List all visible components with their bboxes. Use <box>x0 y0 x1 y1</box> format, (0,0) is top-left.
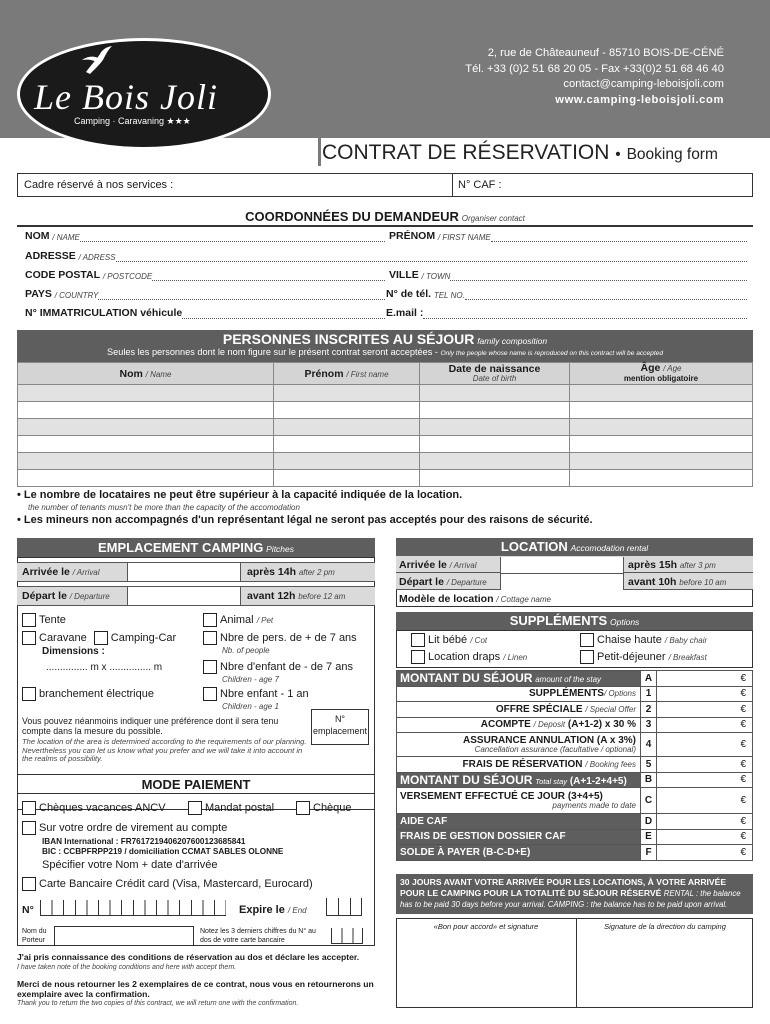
col-date-en: Date of birth <box>472 373 517 383</box>
col-date <box>420 363 570 385</box>
frais-en: / Booking fees <box>585 759 636 769</box>
table-row[interactable] <box>18 419 753 436</box>
moins1-label: Nbre enfant - 1 an <box>220 687 309 700</box>
bird-icon <box>78 44 118 80</box>
location-heading-fr: LOCATION <box>500 539 568 554</box>
lit-label: Lit bébé <box>428 633 468 646</box>
persons-note <box>17 347 753 357</box>
assurance-fr: ASSURANCE ANNULATION (A x 3%) <box>463 734 636 746</box>
persons-heading-fr: PERSONNES INSCRITES AU SÉJOUR <box>222 331 475 347</box>
col-prenom <box>274 363 420 385</box>
persons-table <box>17 362 753 487</box>
ville-line <box>450 272 747 281</box>
ancv-checkbox[interactable] <box>22 801 36 815</box>
return-note: Merci de nous retourner les 2 exemplaires de ce contrat, nous vous en retournerons un exemplaire avec la confirmation. <box>17 979 374 999</box>
location-arrival-label <box>399 559 476 571</box>
services-label: Cadre réservé à nos services : <box>24 179 174 191</box>
location-model-label[interactable] <box>399 593 551 605</box>
moins7-label: Nbre d'enfant de - de 7 ans <box>220 660 353 673</box>
caf-label: N° CAF : <box>458 179 502 191</box>
logo-name: Le Bois Joli <box>34 77 218 117</box>
return-note-en: Thank you to return the two copies of this contract, we will return one with the confirmation. <box>17 1000 299 1007</box>
row-offre <box>397 702 753 718</box>
bic: BIC : CCBPFRPP219 / domiciliation CCMAT SABLES OLONNE <box>42 847 284 856</box>
amount-1[interactable] <box>657 686 753 702</box>
field-adresse[interactable] <box>25 250 747 262</box>
title-en: Booking form <box>626 146 718 163</box>
arr-time-en: after 2 pm <box>298 568 335 577</box>
persons-heading <box>17 331 753 347</box>
logo-subtitle: Camping · Caravaning ★★★ <box>74 116 191 126</box>
expiry-input[interactable] <box>326 898 362 916</box>
location-departure-label <box>399 576 487 588</box>
animal-checkbox[interactable] <box>203 613 217 627</box>
field-ville[interactable] <box>389 269 747 281</box>
row-montant <box>397 671 753 687</box>
row-gestion <box>397 829 753 845</box>
versement-fr: VERSEMENT EFFECTUÉ CE JOUR <box>400 790 566 802</box>
amount-f[interactable] <box>657 845 753 861</box>
dimensions-input[interactable]: ............... m x ............... m <box>46 662 163 673</box>
amount-4[interactable] <box>657 733 753 757</box>
balance-note-en: RENTAL : the balance has to be paid 30 days before your arrival. CAMPING : the balance has to be paid upon arrival. <box>400 889 741 909</box>
offre-fr: OFFRE SPÉCIALE <box>495 703 583 715</box>
persons-heading-en: family composition <box>477 336 548 346</box>
plus7-checkbox[interactable] <box>203 631 217 645</box>
row-versement <box>397 788 753 814</box>
acompte-en: / Deposit <box>533 720 566 730</box>
caravane-label: Caravane <box>39 631 87 644</box>
balance-note-fr: 30 JOURS AVANT VOTRE ARRIVÉE POUR LES LOCATIONS, À VOTRE ARRIVÉE POUR LE CAMPING POUR LA TOTALITÉ DU SÉJOUR RÉSERVÉ <box>400 877 727 898</box>
chaise-en: / Baby chair <box>664 635 708 645</box>
label-cp-en: / POSTCODE <box>102 272 153 281</box>
loc-arr-en: / Arrival <box>449 561 477 570</box>
code-b: B <box>641 772 657 788</box>
euro-sign: € <box>740 739 746 750</box>
mandat-checkbox[interactable] <box>188 801 202 815</box>
adresse-line <box>116 253 747 262</box>
euro-sign: € <box>740 703 746 715</box>
campingcar-checkbox[interactable] <box>94 631 108 645</box>
field-prenom[interactable] <box>389 230 747 242</box>
specify-note: Spécifier votre Nom + date d'arrivée <box>42 859 218 871</box>
animal-en: / Pet <box>256 615 274 625</box>
card-number-input[interactable] <box>40 900 226 916</box>
field-pays[interactable] <box>25 288 385 300</box>
label-nom-en: / NAME <box>52 233 80 242</box>
virement-label: Sur votre ordre de virement au compte <box>39 821 228 834</box>
label-immat: N° IMMATRICULATION véhicule <box>25 307 183 319</box>
location-departure-time <box>628 576 726 588</box>
lit-checkbox[interactable] <box>411 633 425 647</box>
amount-d[interactable] <box>657 814 753 830</box>
cardholder-input[interactable] <box>54 926 194 945</box>
location-arrival-time <box>628 559 716 571</box>
label-nom: NOM <box>25 230 50 242</box>
tente-checkbox[interactable] <box>22 613 36 627</box>
nom-line <box>80 233 385 242</box>
dep-time-fr: avant 12h <box>247 590 296 602</box>
check-ancv[interactable] <box>22 801 166 815</box>
divider <box>17 225 753 227</box>
check-moins7[interactable] <box>203 660 353 674</box>
total-label <box>397 772 641 788</box>
code-5: 5 <box>641 757 657 773</box>
check-branchement[interactable] <box>22 687 154 701</box>
check-petitdej[interactable] <box>580 650 707 664</box>
euro-sign: € <box>740 774 746 786</box>
applicant-heading <box>17 209 753 224</box>
check-moins1[interactable] <box>203 687 309 701</box>
col-nom <box>18 363 274 385</box>
code-4: 4 <box>641 733 657 757</box>
acompte-fr: ACOMPTE <box>480 719 531 731</box>
check-cheque[interactable] <box>296 801 352 815</box>
chaise-checkbox[interactable] <box>580 633 594 647</box>
euro-sign: € <box>740 758 746 770</box>
assurance-label <box>397 733 641 757</box>
check-caravane[interactable] <box>22 631 176 645</box>
contact-block <box>465 46 724 108</box>
cardholder-label: Nom du Porteur <box>22 928 47 944</box>
label-adresse-en: / ADRESS <box>78 253 116 262</box>
label-tel: N° de tél. <box>386 288 432 300</box>
acompte-label <box>397 717 641 733</box>
table-row[interactable] <box>18 385 753 402</box>
amount-2[interactable] <box>657 702 753 718</box>
versement-calc: (3+4+5) <box>567 790 603 802</box>
code-1: 1 <box>641 686 657 702</box>
euro-sign: € <box>740 846 746 858</box>
chaise-label: Chaise haute <box>597 633 662 646</box>
card-no-label: N° <box>22 904 34 916</box>
plus7-label: Nbre de pers. de + de 7 ans <box>220 631 357 644</box>
acknowledgement-en: I have taken note of the booking conditions and here with accept them. <box>17 964 237 971</box>
amounts-table <box>396 670 753 861</box>
col-nom-en: / Name <box>145 369 172 379</box>
expire-fr: Expire le <box>239 904 285 916</box>
supp-label <box>397 686 641 702</box>
email-line <box>423 310 747 319</box>
arr-fr: Arrivée le <box>22 566 70 578</box>
label-prenom-en: / FIRST NAME <box>437 233 491 242</box>
loc-arr-fr: Arrivée le <box>399 559 447 571</box>
arr-en: / Arrival <box>72 568 100 577</box>
supp-fr: SUPPLÉMENTS <box>528 688 604 700</box>
row-montant-total <box>397 772 753 788</box>
label-ville-en: / TOWN <box>421 272 451 281</box>
mandat-label: Mandat postal <box>205 801 275 814</box>
col-age-note: mention obligatoire <box>623 374 699 383</box>
signature-divider <box>576 918 577 1008</box>
preference-note: Vous pouvez néanmoins indiquer une préférence dont il sera tenu compte dans la mesure du possible. <box>22 716 279 736</box>
page-title <box>322 141 718 165</box>
col-prenom-en: / First name <box>346 369 389 379</box>
check-plus7[interactable] <box>203 631 357 645</box>
camping-departure-time <box>247 590 345 602</box>
petitdej-label: Petit-déjeuner <box>597 650 666 663</box>
divider <box>500 573 624 574</box>
supplements-heading-en: Options <box>610 617 640 627</box>
camping-arrival-input[interactable] <box>127 563 241 581</box>
petitdej-checkbox[interactable] <box>580 650 594 664</box>
petitdej-en: / Breakfast <box>668 652 707 662</box>
supp-en: / Options <box>603 689 636 699</box>
table-row[interactable] <box>18 402 753 419</box>
ancv-label: Chèques vacances ANCV <box>39 801 166 814</box>
euro-sign: € <box>740 672 746 684</box>
total-calc: (A+1-2+4+5) <box>569 775 627 787</box>
total-fr: MONTANT DU SÉJOUR <box>400 772 533 787</box>
dep-fr: Départ le <box>22 590 67 602</box>
tel-line <box>465 291 747 300</box>
euro-sign: € <box>740 795 746 806</box>
col-nom-fr: Nom <box>119 367 143 380</box>
camping-heading-en: Pitches <box>266 544 295 554</box>
table-row[interactable] <box>18 453 753 470</box>
cp-line <box>152 272 385 281</box>
balance-note <box>396 874 753 914</box>
persons-header-row <box>18 363 753 385</box>
loc-dep-en: / Departure <box>446 578 487 587</box>
location-heading <box>396 538 753 556</box>
row-frais <box>397 757 753 773</box>
camping-departure-label <box>22 590 110 602</box>
cheque-label: Chèque <box>313 801 352 814</box>
camping-heading-fr: EMPLACEMENT CAMPING <box>97 540 264 555</box>
cheque-checkbox[interactable] <box>296 801 310 815</box>
col-age <box>570 363 753 385</box>
row-assurance <box>397 733 753 757</box>
title-bullet: • <box>615 146 621 163</box>
col-age-fr: Âge <box>640 362 661 374</box>
title-fr: CONTRAT DE RÉSERVATION <box>322 141 610 164</box>
label-pays-en: / COUNTRY <box>54 291 99 300</box>
rule-minors: • Les mineurs non accompagnés d'un représentant légal ne seront pas acceptés pour des raisons de sécurité. <box>17 514 593 526</box>
rule-capacity: • Le nombre de locataires ne peut être supérieur à la capacité indiquée de la location. <box>17 489 463 501</box>
website-link[interactable]: www.camping-leboisjoli.com <box>555 93 724 106</box>
prenom-line <box>491 233 747 242</box>
loc-arr-time: après 15h <box>628 559 678 571</box>
euro-sign: € <box>740 815 746 827</box>
loc-model-en: / Cottage name <box>496 595 551 604</box>
offre-en: / Special Offer <box>585 704 636 714</box>
amount-3[interactable] <box>657 717 753 733</box>
moins1-checkbox[interactable] <box>203 687 217 701</box>
amount-a[interactable] <box>657 671 753 687</box>
check-lit[interactable] <box>411 633 487 647</box>
check-virement[interactable] <box>22 821 227 835</box>
cvv-note: Notez les 3 derniers chiffres du N° au dos de votre carte bancaire <box>200 928 316 944</box>
caravane-checkbox[interactable] <box>22 631 36 645</box>
expire-en: / End <box>287 906 307 915</box>
phone: Tél. +33 (0)2 51 68 20 05 - Fax +33(0)2 51 68 46 40 <box>465 62 724 75</box>
tente-label: Tente <box>39 613 66 626</box>
versement-en: payments made to date <box>552 800 636 810</box>
iban: IBAN International : FR7617219406207600123685841 <box>42 837 246 846</box>
check-carte[interactable] <box>22 877 313 891</box>
moins1-en: Children - age 1 <box>222 702 279 711</box>
dep-time-en: before 12 am <box>298 592 346 601</box>
direction-signature: Signature de la direction du camping <box>604 922 726 931</box>
code-e: E <box>641 829 657 845</box>
label-prenom: PRÉNOM <box>389 230 436 242</box>
signature-box <box>396 918 753 1008</box>
row-acompte <box>397 717 753 733</box>
label-adresse: ADRESSE <box>25 250 76 262</box>
amount-e[interactable] <box>657 829 753 845</box>
loc-model-fr: Modèle de location <box>399 593 494 605</box>
row-supplements <box>397 686 753 702</box>
client-signature[interactable]: «Bon pour accord» et signature <box>433 922 539 931</box>
draps-checkbox[interactable] <box>411 650 425 664</box>
animal-label: Animal <box>220 613 254 626</box>
camping-departure-input[interactable] <box>127 587 241 605</box>
emplacement-box[interactable] <box>311 709 369 745</box>
code-2: 2 <box>641 702 657 718</box>
col-age-en: / Age <box>663 364 682 373</box>
draps-en: / Linen <box>503 652 528 662</box>
euro-sign: € <box>740 831 746 843</box>
pays-line <box>98 291 385 300</box>
field-immat[interactable] <box>25 307 385 319</box>
immat-line <box>182 310 385 319</box>
location-heading-en: Accomodation rental <box>570 543 649 553</box>
total-en: Total stay <box>535 776 568 786</box>
camping-arrival-time <box>247 566 335 578</box>
supplements-heading-fr: SUPPLÉMENTS <box>509 613 608 628</box>
dep-en: / Departure <box>69 592 110 601</box>
assurance-en: Cancellation assurance (facultative / optional) <box>474 744 636 754</box>
persons-note-en: Only the people whose name is reproduced on this contract will be accepted <box>440 350 663 357</box>
check-chaise[interactable] <box>580 633 707 647</box>
address: 2, rue de Châteauneuf - 85710 BOIS-DE-CÉNÉ <box>487 47 724 59</box>
col-prenom-fr: Prénom <box>304 367 344 380</box>
aide-label: AIDE CAF <box>397 814 641 830</box>
campingcar-label: Camping-Car <box>110 631 177 644</box>
check-draps[interactable] <box>411 650 527 664</box>
carte-label: Carte Bancaire Crédit card (Visa, Mastercard, Eurocard) <box>39 877 313 890</box>
amount-c[interactable] <box>657 788 753 814</box>
branchement-label: branchement électrique <box>39 687 154 700</box>
field-tel[interactable] <box>386 288 747 300</box>
rule-capacity-en: the number of tenants musn't be more than the capacity of the accomodation <box>28 503 300 512</box>
field-nom[interactable] <box>25 230 385 242</box>
plus7-en: Nb. of people <box>222 646 270 655</box>
frais-label <box>397 757 641 773</box>
carte-checkbox[interactable] <box>22 877 36 891</box>
code-a: A <box>641 671 657 687</box>
check-mandat[interactable] <box>188 801 274 815</box>
montant-fr: MONTANT DU SÉJOUR <box>400 671 533 686</box>
loc-dep-fr: Départ le <box>399 576 444 588</box>
lit-en: / Cot <box>470 635 488 645</box>
applicant-heading-en: Organiser contact <box>461 214 525 223</box>
versement-label <box>397 788 641 814</box>
euro-sign: € <box>740 688 746 700</box>
arr-time-fr: après 14h <box>247 566 297 578</box>
dimensions-label: Dimensions : <box>42 646 105 657</box>
solde-label: SOLDE À PAYER (B-C-D+E) <box>397 845 641 861</box>
row-aide <box>397 814 753 830</box>
emplacement-label: N° emplacement <box>312 714 368 736</box>
services-divider <box>452 173 453 197</box>
loc-dep-time-en: before 10 am <box>679 578 727 587</box>
camping-heading <box>17 538 375 557</box>
moins7-en: Children - age 7 <box>222 675 279 684</box>
branchement-checkbox[interactable] <box>22 687 36 701</box>
frais-fr: FRAIS DE RÉSERVATION <box>462 758 583 770</box>
email-link[interactable]: contact@camping-leboisjoli.com <box>563 78 724 90</box>
expire-label <box>239 904 307 916</box>
moins7-checkbox[interactable] <box>203 660 217 674</box>
check-tente[interactable] <box>22 613 66 627</box>
row-solde <box>397 845 753 861</box>
virement-checkbox[interactable] <box>22 821 36 835</box>
supplements-heading <box>396 612 753 630</box>
payment-heading <box>17 774 375 794</box>
col-date-fr: Date de naissance <box>448 362 541 375</box>
table-row[interactable] <box>18 436 753 453</box>
acompte-calc: (A+1-2) x 30 % <box>567 719 636 731</box>
cvv-input[interactable] <box>331 928 363 944</box>
amount-b[interactable] <box>657 772 753 788</box>
label-cp: CODE POSTAL <box>25 269 101 281</box>
loc-dep-time: avant 10h <box>628 576 677 588</box>
amount-5[interactable] <box>657 757 753 773</box>
label-tel-en: TEL NO. <box>433 291 465 300</box>
camping-arrival-label <box>22 566 99 578</box>
table-row[interactable] <box>18 470 753 487</box>
applicant-heading-fr: COORDONNÉES DU DEMANDEUR <box>245 209 459 224</box>
label-pays: PAYS <box>25 288 52 300</box>
code-f: F <box>641 845 657 861</box>
gestion-label: FRAIS DE GESTION DOSSIER CAF <box>397 829 641 845</box>
field-email[interactable] <box>386 307 747 319</box>
code-d: D <box>641 814 657 830</box>
field-cp[interactable] <box>25 269 385 281</box>
acknowledgement: J'ai pris connaissance des conditions de réservation au dos et déclare les accepter. <box>17 952 360 962</box>
draps-label: Location draps <box>428 650 501 663</box>
persons-note-fr: Seules les personnes dont le nom figure sur le présent contrat seront acceptées - <box>107 347 438 357</box>
preference-note-en: The location of the area is determined according to the requirements of our planning. Nevertheless you can let us know what you prefer and we will take it into account in the realms of possibility. <box>22 737 307 763</box>
montant-label <box>397 671 641 687</box>
loc-arr-time-en: after 3 pm <box>679 561 716 570</box>
check-animal[interactable] <box>203 613 273 627</box>
montant-en: amount of the stay <box>535 675 602 685</box>
euro-sign: € <box>740 719 746 731</box>
label-email: E.mail : <box>386 307 424 319</box>
code-c: C <box>641 788 657 814</box>
offre-label <box>397 702 641 718</box>
label-ville: VILLE <box>389 269 419 281</box>
code-3: 3 <box>641 717 657 733</box>
payment-heading-text: MODE PAIEMENT <box>141 777 251 792</box>
